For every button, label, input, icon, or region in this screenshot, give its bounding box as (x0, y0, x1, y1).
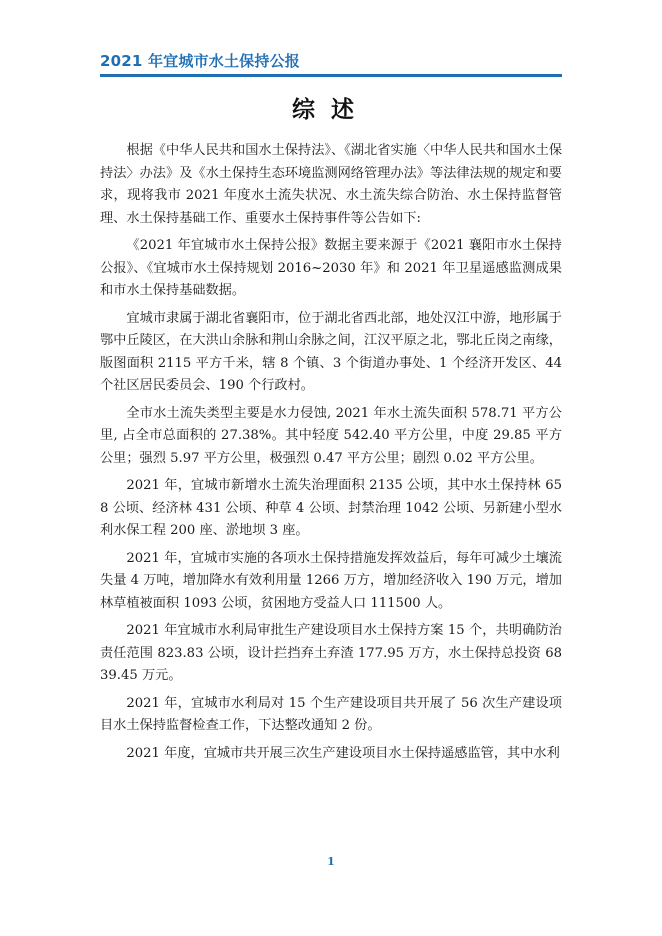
document-body (100, 140, 562, 770)
document-title: 综述 (292, 97, 370, 123)
paragraph-9: 2021 年度，宜城市共开展三次生产建设项目水土保持遥感监管，其中水利 (126, 745, 560, 761)
paragraph-2: 《2021 年宜城市水土保持公报》数据主要来源于《2021 襄阳市水土保持公报》、《宜城市水土保持规划 2016~2030 年》和 2021 年卫星遥感监测成果和市水土保持基础数据。 (100, 238, 562, 298)
page-number: 1 (327, 855, 335, 868)
paragraph-4: 全市水土流失类型主要是水力侵蚀, 2021 年水土流失面积 578.71 平方公里, 占全市总面积的 27.38%。其中轻度 542.40 平方公里，中度 29.85 平方公里；强烈 5.97 平方公里，极强烈 0.47 平方公里；剧烈 0.02 平方公里。 (100, 405, 562, 466)
paragraph-3: 宜城市隶属于湖北省襄阳市，位于湖北省西北部，地处汉江中游，地形属于鄂中丘陵区，在大洪山余脉和荆山余脉之间，江汉平原之北，鄂北丘岗之南缘，版图面积 2115 平方千米，辖 8 个镇、3 个街道办事处、1 个经济开发区、44 个社区居民委员会、190 个行政村。 (100, 310, 562, 393)
paragraph-8: 2021 年，宜城市水利局对 15 个生产建设项目共开展了 56 次生产建设项目水土保持监督检查工作，下达整改通知 2 份。 (100, 695, 562, 733)
page-header (100, 50, 562, 71)
header-divider (100, 74, 562, 77)
paragraph-5: 2021 年，宜城市新增水土流失治理面积 2135 公顷，其中水土保持林 658 公顷、经济林 431 公顷、种草 4 公顷、封禁治理 1042 公顷、另新建小型水利水保工程 200 座、淤地坝 3 座。 (100, 478, 562, 538)
paragraph-6: 2021 年，宜城市实施的各项水土保持措施发挥效益后，每年可减少土壤流失量 4 万吨，增加降水有效利用量 1266 万方，增加经济收入 190 万元，增加林草植被面积 1093 公顷，贫困地方受益人口 111500 人。 (100, 550, 562, 611)
paragraph-1: 根据《中华人民共和国水土保持法》、《湖北省实施〈中华人民共和国水土保持法〉办法》及《水土保持生态环境监测网络管理办法》等法律法规的规定和要求，现将我市 2021 年度水土流失状况、水土流失综合防治、水土保持监督管理、水土保持基础工作、重要水土保持事件等公告如下: (100, 143, 562, 226)
paragraph-7: 2021 年宜城市水利局审批生产建设项目水土保持方案 15 个，共明确防治责任范围 823.83 公顷，设计拦挡弃土弃渣 177.95 万方，水土保持总投资 6839.45 万元。 (100, 623, 562, 683)
header-title: 2021 年宜城市水土保持公报 (100, 52, 300, 70)
